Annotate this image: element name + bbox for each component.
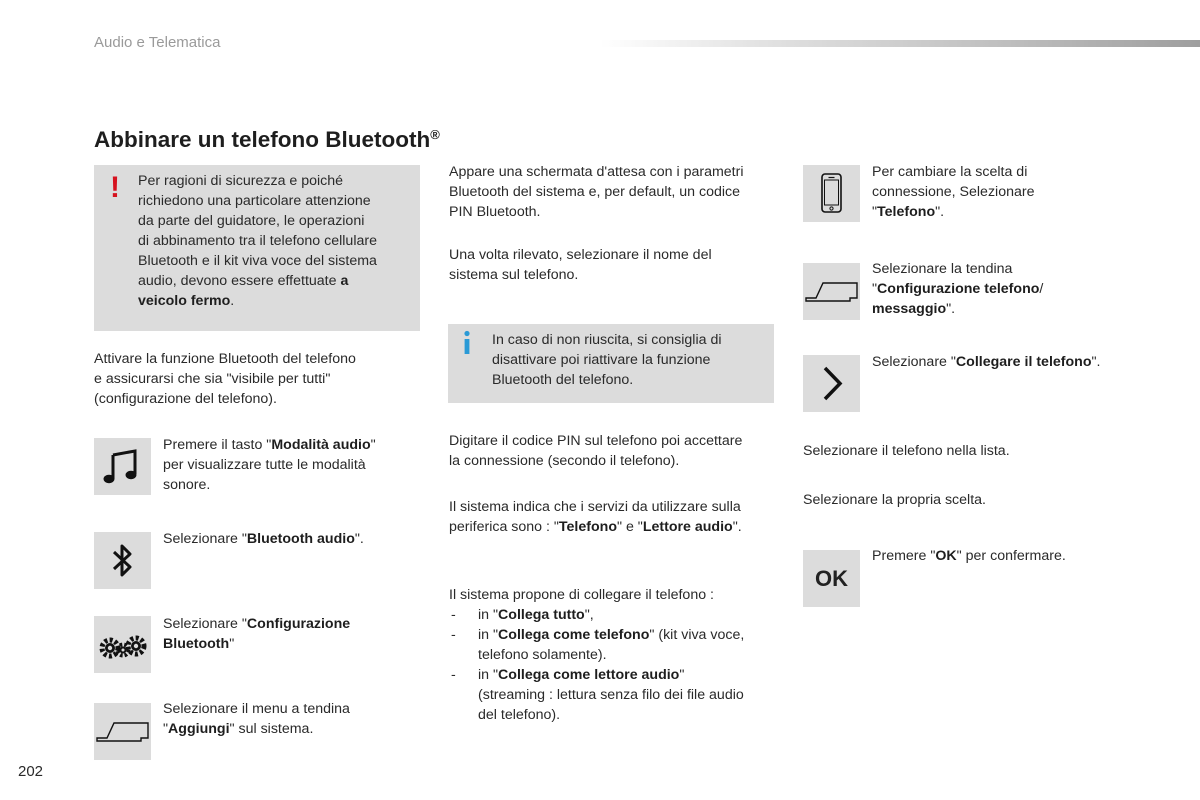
bluetooth-config-step-text <box>163 614 350 654</box>
paragraph-line <box>449 517 742 537</box>
phone-config-step-text <box>872 259 1043 319</box>
step-line: connessione, Selezionare <box>872 184 1035 200</box>
phone-config-label: Configurazione telefono <box>877 281 1040 297</box>
step-line <box>872 279 1043 299</box>
select-choice-text: Selezionare la propria scelta. <box>803 492 986 508</box>
services-paragraph <box>449 497 742 537</box>
list-item-continuation <box>449 645 744 665</box>
paragraph-text: periferica sono : " <box>449 519 559 535</box>
list-dash: - <box>451 667 456 683</box>
service-label: Lettore audio <box>642 519 733 535</box>
step-line <box>163 614 350 634</box>
select-list-text: Selezionare il telefono nella lista. <box>803 443 1010 459</box>
paragraph-line: Bluetooth del sistema e, per default, un codice <box>449 184 741 200</box>
warning-line: richiedono una particolare attenzione <box>138 193 371 209</box>
paragraph-line: la connessione (secondo il telefono). <box>449 453 680 469</box>
warning-emphasis: a <box>340 273 349 289</box>
warning-line: di abbinamento tra il telefono cellulare <box>138 233 377 249</box>
intro-line: e assicurarsi che sia "visibile per tutti" <box>94 371 331 387</box>
warning-emphasis: veicolo fermo <box>138 293 231 309</box>
phone-config-label: messaggio <box>872 301 947 317</box>
step-text: Premere " <box>872 548 936 564</box>
paragraph-line: Il sistema indica che i servizi da utilizzare sulla <box>449 499 741 515</box>
page-title <box>94 125 440 155</box>
add-step-text <box>163 699 350 739</box>
paragraph-text: " e " <box>616 519 643 535</box>
list-text: " (kit viva voce, <box>649 627 745 643</box>
option-label: Collega tutto <box>498 607 585 623</box>
step-line <box>163 634 350 654</box>
section-label: Audio e Telematica <box>94 34 221 51</box>
list-dash: - <box>451 607 456 623</box>
step-line <box>163 435 376 455</box>
warning-line <box>138 271 404 291</box>
warning-line: Per ragioni di sicurezza e poiché <box>138 173 344 189</box>
list-text: (streaming : lettura senza filo dei file audio <box>478 687 744 703</box>
step-line: Selezionare la tendina <box>872 261 1013 277</box>
service-label: Telefono <box>558 519 617 535</box>
intro-line: (configurazione del telefono). <box>94 391 277 407</box>
waiting-screen-paragraph <box>449 162 744 222</box>
ok-label: OK <box>935 548 957 564</box>
paragraph-line: sistema sul telefono. <box>449 267 579 283</box>
intro-line: Attivare la funzione Bluetooth del telefono <box>94 351 356 367</box>
step-text: Premere il tasto " <box>163 437 272 453</box>
warning-line <box>138 291 404 311</box>
audio-mode-step-text <box>163 435 376 495</box>
list-item-continuation <box>449 685 744 705</box>
list-item <box>449 605 744 625</box>
list-item <box>449 625 744 645</box>
drop-down-tab-icon <box>803 263 860 320</box>
step-text: " <box>872 281 878 297</box>
select-name-paragraph <box>449 245 712 285</box>
step-text: " <box>872 204 878 220</box>
step-line: Per cambiare la scelta di <box>872 164 1028 180</box>
list-text: in " <box>478 667 499 683</box>
step-text: ". <box>354 531 364 547</box>
list-item <box>449 665 744 685</box>
step-line: per visualizzare tutte le modalità <box>163 457 366 473</box>
bluetooth-config-label: Bluetooth <box>163 636 230 652</box>
option-label: Collega come lettore audio <box>498 667 680 683</box>
step-line <box>163 719 350 739</box>
phone-choice-step-text <box>872 162 1034 222</box>
paragraph-line: Appare una schermata d'attesa con i parametri <box>449 164 744 180</box>
header-gradient-bar <box>600 40 1200 47</box>
bluetooth-icon <box>94 532 151 589</box>
step-text: " <box>163 721 169 737</box>
paragraph-line: Digitare il codice PIN sul telefono poi accettare <box>449 433 743 449</box>
gears-icon <box>94 616 151 673</box>
step-text: Selezionare " <box>163 531 247 547</box>
step-text: Selezionare " <box>872 354 956 370</box>
list-item-continuation <box>449 705 744 725</box>
step-text: " per confermare. <box>956 548 1066 564</box>
warning-line: Bluetooth e il kit viva voce del sistema <box>138 253 377 269</box>
step-line <box>872 546 1066 566</box>
pin-paragraph <box>449 431 742 471</box>
ok-icon <box>803 550 860 607</box>
ok-icon-label: OK <box>815 565 848 591</box>
confirm-step-text <box>872 546 1066 566</box>
step-text: ". <box>1091 354 1101 370</box>
list-text: ", <box>584 607 594 623</box>
info-line: disattivare poi riattivare la funzione <box>492 352 711 368</box>
drop-down-tab-icon <box>94 703 151 760</box>
step-line: Selezionare il menu a tendina <box>163 701 350 717</box>
registered-mark: ® <box>430 127 440 142</box>
step-text: / <box>1039 281 1044 297</box>
bluetooth-audio-step-text <box>163 529 364 549</box>
step-line <box>872 299 1043 319</box>
warning-line: da parte del guidatore, le operazioni <box>138 213 365 229</box>
step-text: " <box>370 437 376 453</box>
warning-text <box>138 171 404 311</box>
connect-options <box>449 585 744 725</box>
page-number: 202 <box>18 763 44 780</box>
list-text: telefono solamente). <box>478 647 607 663</box>
step-line <box>872 352 1100 372</box>
info-icon <box>460 330 474 356</box>
warning-exclamation-icon: ! <box>110 171 120 204</box>
step-line <box>872 202 1034 222</box>
step-text: ". <box>935 204 945 220</box>
info-text <box>492 330 762 390</box>
step-text: " <box>229 636 235 652</box>
add-label: Aggiungi <box>168 721 230 737</box>
page-title-text: Abbinare un telefono Bluetooth <box>94 127 431 152</box>
intro-paragraph <box>94 349 356 409</box>
audio-mode-label: Modalità audio <box>271 437 371 453</box>
connect-phone-step-text <box>872 352 1100 372</box>
phone-label: Telefono <box>877 204 936 220</box>
option-label: Collega come telefono <box>498 627 650 643</box>
paragraph-line: Una volta rilevato, selezionare il nome del <box>449 247 712 263</box>
paragraph-line: Il sistema propone di collegare il telefono : <box>449 587 714 603</box>
paragraph-line: PIN Bluetooth. <box>449 204 541 220</box>
step-text: Selezionare " <box>163 616 247 632</box>
safety-warning-box <box>94 165 420 331</box>
music-note-icon <box>94 438 151 495</box>
smartphone-icon <box>803 165 860 222</box>
paragraph-text: ". <box>732 519 742 535</box>
list-text: del telefono). <box>478 707 561 723</box>
list-text: in " <box>478 627 499 643</box>
list-dash: - <box>451 627 456 643</box>
list-text: in " <box>478 607 499 623</box>
bluetooth-config-label: Configurazione <box>246 616 351 632</box>
connect-phone-label: Collegare il telefono <box>955 354 1092 370</box>
chevron-right-icon <box>803 355 860 412</box>
list-text: " <box>679 667 685 683</box>
step-text: " sul sistema. <box>229 721 314 737</box>
step-line: sonore. <box>163 477 211 493</box>
step-text: ". <box>946 301 956 317</box>
info-box <box>448 324 774 403</box>
bluetooth-audio-label: Bluetooth audio <box>246 531 355 547</box>
warning-line-text: . <box>230 293 235 309</box>
info-line: In caso di non riuscita, si consiglia di <box>492 332 722 348</box>
step-line <box>163 529 364 549</box>
warning-line-text: audio, devono essere effettuate <box>138 273 341 289</box>
info-line: Bluetooth del telefono. <box>492 372 634 388</box>
